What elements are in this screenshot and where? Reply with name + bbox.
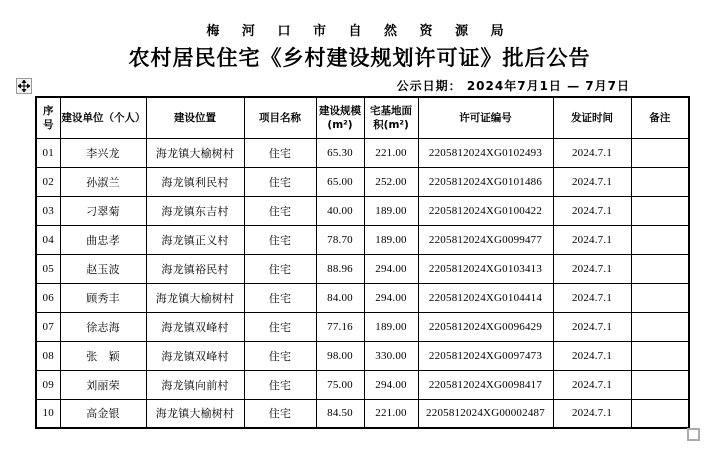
table-cell (631, 399, 689, 428)
table-cell: 2205812024XG0101486 (418, 167, 553, 196)
table-cell: 05 (36, 254, 60, 283)
table-cell (631, 254, 689, 283)
table-header (36, 97, 689, 138)
table-cell: 2205812024XG0096429 (418, 312, 553, 341)
table-cell: 赵玉波 (60, 254, 146, 283)
table-cell: 294.00 (364, 254, 418, 283)
table-cell: 刘丽荣 (60, 370, 146, 399)
table-cell: 2205812024XG0100422 (418, 196, 553, 225)
table-row (36, 225, 689, 254)
table-cell: 住宅 (244, 167, 316, 196)
table-cell: 海龙镇裕民村 (146, 254, 244, 283)
table-cell: 2024.7.1 (553, 312, 631, 341)
table-cell: 住宅 (244, 138, 316, 167)
table-cell (631, 341, 689, 370)
table-cell: 294.00 (364, 283, 418, 312)
table-cell: 海龙镇大榆树村 (146, 138, 244, 167)
table-cell: 2024.7.1 (553, 370, 631, 399)
table-cell: 住宅 (244, 196, 316, 225)
table-cell: 孙淑兰 (60, 167, 146, 196)
table-cell: 顾秀丰 (60, 283, 146, 312)
table-row (36, 312, 689, 341)
table-cell: 40.00 (316, 196, 364, 225)
table-cell: 2024.7.1 (553, 399, 631, 428)
table-cell: 刁翠菊 (60, 196, 146, 225)
table-cell: 2024.7.1 (553, 225, 631, 254)
table-cell: 海龙镇大榆树村 (146, 283, 244, 312)
table-cell (631, 312, 689, 341)
organization-title: 梅 河 口 市 自 然 资 源 局 (206, 24, 513, 39)
table-cell: 2024.7.1 (553, 138, 631, 167)
table-cell: 06 (36, 283, 60, 312)
table-cell: 2205812024XG0102493 (418, 138, 553, 167)
four-way-arrow-icon (18, 80, 30, 92)
table-cell (631, 167, 689, 196)
table-cell (631, 225, 689, 254)
table-cell: 01 (36, 138, 60, 167)
table-cell: 189.00 (364, 312, 418, 341)
table-cell: 海龙镇大榆树村 (146, 399, 244, 428)
table-cell: 08 (36, 341, 60, 370)
table-cell: 住宅 (244, 225, 316, 254)
table-row (36, 283, 689, 312)
table-cell: 海龙镇向前村 (146, 370, 244, 399)
publication-date: 公示日期： 2024年7月1日 — 7月7日 (396, 79, 630, 93)
table-resize-handle-icon[interactable] (687, 428, 700, 441)
table-cell (631, 370, 689, 399)
table-cell: 75.00 (316, 370, 364, 399)
column-header: 许可证编号 (418, 97, 553, 138)
header-row (36, 97, 689, 138)
column-header: 建设规模(m²) (316, 97, 364, 138)
table-cell: 84.00 (316, 283, 364, 312)
table-cell: 330.00 (364, 341, 418, 370)
table-cell: 189.00 (364, 225, 418, 254)
table-cell: 住宅 (244, 283, 316, 312)
table-cell: 02 (36, 167, 60, 196)
table-cell: 海龙镇双峰村 (146, 312, 244, 341)
table-row (36, 196, 689, 225)
table-cell: 海龙镇利民村 (146, 167, 244, 196)
table-cell: 2205812024XG0099477 (418, 225, 553, 254)
table-row (36, 167, 689, 196)
table-row (36, 138, 689, 167)
permit-table (35, 96, 690, 429)
table-cell: 252.00 (364, 167, 418, 196)
page-title: 农村居民住宅《乡村建设规划许可证》批后公告 (128, 46, 591, 70)
table-cell: 住宅 (244, 254, 316, 283)
column-header: 建设位置 (146, 97, 244, 138)
table-cell (631, 283, 689, 312)
column-header: 项目名称 (244, 97, 316, 138)
column-header: 备注 (631, 97, 689, 138)
table-cell: 李兴龙 (60, 138, 146, 167)
table-cell: 221.00 (364, 399, 418, 428)
table-cell: 2024.7.1 (553, 196, 631, 225)
table-cell: 2024.7.1 (553, 254, 631, 283)
column-header: 建设单位（个人） (60, 97, 146, 138)
table-cell: 张 颖 (60, 341, 146, 370)
column-header: 发证时间 (553, 97, 631, 138)
table-cell: 88.96 (316, 254, 364, 283)
table-cell: 海龙镇东吉村 (146, 196, 244, 225)
table-cell: 221.00 (364, 138, 418, 167)
table-cell: 98.00 (316, 341, 364, 370)
table-cell: 10 (36, 399, 60, 428)
table-cell: 04 (36, 225, 60, 254)
table-body (36, 138, 689, 428)
table-row (36, 370, 689, 399)
table-cell: 03 (36, 196, 60, 225)
table-cell: 高金银 (60, 399, 146, 428)
table-cell: 曲忠孝 (60, 225, 146, 254)
table-cell: 海龙镇正义村 (146, 225, 244, 254)
table-cell: 09 (36, 370, 60, 399)
table-cell: 294.00 (364, 370, 418, 399)
table-cell: 徐志海 (60, 312, 146, 341)
table-cell: 2205812024XG0104414 (418, 283, 553, 312)
table-cell: 海龙镇双峰村 (146, 341, 244, 370)
table-cell: 住宅 (244, 399, 316, 428)
table-cell: 2024.7.1 (553, 167, 631, 196)
table-cell (631, 138, 689, 167)
column-header: 序号 (36, 97, 60, 138)
table-cell: 住宅 (244, 341, 316, 370)
table-cell: 住宅 (244, 370, 316, 399)
table-cell: 78.70 (316, 225, 364, 254)
table-cell: 2205812024XG0097473 (418, 341, 553, 370)
table-row (36, 399, 689, 428)
table-cell: 2205812024XG0098417 (418, 370, 553, 399)
table-cell: 2024.7.1 (553, 341, 631, 370)
table-row (36, 254, 689, 283)
table-cell: 07 (36, 312, 60, 341)
column-header: 宅基地面积(m²) (364, 97, 418, 138)
table-cell (631, 196, 689, 225)
table-cell: 77.16 (316, 312, 364, 341)
table-cell: 2205812024XG0103413 (418, 254, 553, 283)
table-cell: 2205812024XG00002487 (418, 399, 553, 428)
table-cell: 189.00 (364, 196, 418, 225)
table-cell: 住宅 (244, 312, 316, 341)
table-cell: 84.50 (316, 399, 364, 428)
table-row (36, 341, 689, 370)
table-cell: 2024.7.1 (553, 283, 631, 312)
table-move-handle-icon[interactable] (16, 78, 32, 94)
table-cell: 65.30 (316, 138, 364, 167)
table-cell: 65.00 (316, 167, 364, 196)
